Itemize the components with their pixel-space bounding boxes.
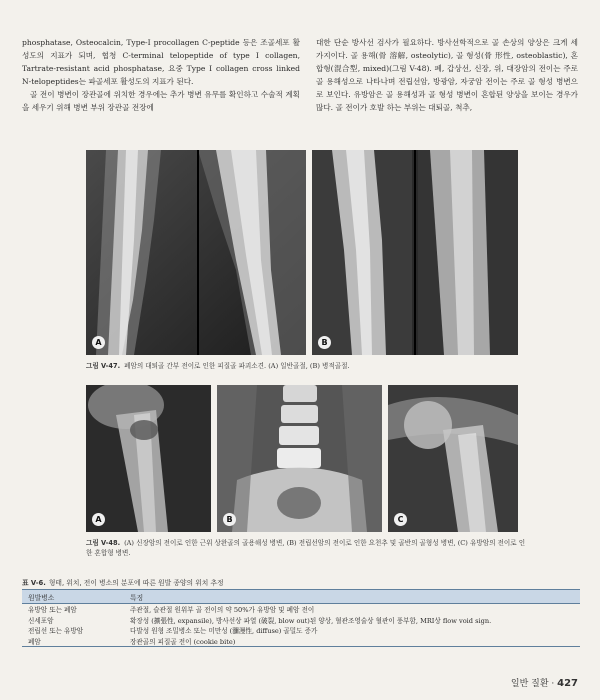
- table-cell: 전립선 또는 유방암: [28, 627, 84, 636]
- table-row: [22, 625, 580, 636]
- figure-v47-image-a: [86, 150, 306, 355]
- table-cell: 다발성 원형 조밀병소 또는 미만성 (瀰漫性, diffuse) 골밀도 증가: [130, 627, 318, 636]
- figure-v47-caption: [86, 361, 526, 371]
- body-text-right-column: [316, 36, 578, 114]
- paragraph: 대한 단순 방사선 검사가 필요하다. 방사선학적으로 골 손상의 양상은 크게 세 가지이다. 골 용해(骨 溶解, osteolytic), 골 형성(骨 形性, osteoblastic), 혼합형(混合型, mixed)(그림 V-48). 폐, 갑상선, 신장, 위, 대장암의 전이는 주로 골 용해성으로 나타나며 전립선암, 방광암, 자궁암 전이는 주로 골 형성 병변으로 보인다. 유방암은 골 용해성과 골 형성 병변이 혼합된 양상을 보이는 경우가 많다. 골 전이가 호발 하는 부위는 대퇴골, 척추,: [316, 38, 578, 112]
- caption-text: 폐암의 대퇴골 간부 전이로 인한 피질골 파괴소견. (A) 일반골절, (B) 병적골절.: [124, 362, 350, 370]
- table-number: 표 V-6.: [22, 579, 46, 587]
- paragraph: 골 전이 병변이 장관골에 위치한 경우에는 추가 병변 유무를 확인하고 수술적 계획을 세우기 위해 병변 부위 장관골 전장에: [22, 90, 300, 112]
- femur-xray-image: [312, 150, 518, 355]
- spine-pelvis-xray-image: [217, 385, 382, 532]
- figure-label-a: A: [92, 513, 105, 526]
- page-number: 427: [557, 678, 578, 689]
- figure-number: 그림 V-48.: [86, 539, 121, 547]
- table-title-text: 형태, 위치, 전이 병소의 분포에 따른 원발 종양의 위치 추정: [48, 579, 224, 587]
- paragraph: phosphatase, Osteocalcin, Type-I procollagen C-peptide 등은 조골세포 활성도의 지표가 되며, 협청 C-terminal telopeptide of type I collagen, Tartrate-resistant acid phosphatase, 요중 Type I collagen cross linked N-telopeptides는 파골세포 활성도의 지표가 된다.: [22, 38, 300, 86]
- table-cell: 폐암: [28, 637, 41, 646]
- figure-v47-image-b: [312, 150, 518, 355]
- femur-xray-image: [388, 385, 518, 532]
- table-header-cell: 원발병소: [28, 593, 55, 602]
- humerus-xray-image: [86, 385, 211, 532]
- figure-v48-image-a: [86, 385, 211, 532]
- table-header-cell: 특징: [130, 593, 144, 602]
- table-cell: 주관절, 슬관절 원위부 골 전이의 약 50%가 유방암 및 폐암 전이: [130, 606, 315, 615]
- figure-label-b: B: [223, 513, 236, 526]
- caption-text: (A) 신장암의 전이로 인한 근위 상완골의 골용해성 병변, (B) 전립선암의 전이로 인한 요천추 및 골반의 골형성 병변, (C) 유방암의 전이로 인한 혼합형 병변.: [86, 539, 526, 557]
- table-row: [22, 604, 580, 615]
- table-cell: 신세포암: [28, 616, 54, 625]
- figure-number: 그림 V-47.: [86, 362, 121, 370]
- table-row: [22, 615, 580, 626]
- section-name: 일반 질환: [510, 679, 549, 689]
- table-cell: 유방암 또는 폐암: [28, 606, 77, 615]
- table-header-row: [22, 589, 580, 604]
- table-title: [22, 577, 224, 587]
- table-cell: 장관골의 피질골 전이 (cookie bite): [130, 637, 236, 646]
- figure-v48-caption: [86, 538, 526, 558]
- body-text-left-column: [22, 36, 300, 114]
- table-cell: 확장성 (擴張性, expansile), 방사선상 파열 (破裂, blow out)된 양상, 혈관조영술상 혈관이 풍부함, MRI상 flow void sign.: [130, 616, 492, 625]
- primary-tumor-table: [22, 589, 580, 647]
- figure-v48-image-c: [388, 385, 518, 532]
- figure-v48-image-b: [217, 385, 382, 532]
- femur-xray-image: [86, 150, 306, 355]
- figure-label-b: B: [318, 336, 331, 349]
- page-footer: 일반 질환 · 427: [510, 678, 578, 689]
- table-row: [22, 636, 580, 648]
- figure-label-a: A: [92, 336, 105, 349]
- figure-label-c: C: [394, 513, 407, 526]
